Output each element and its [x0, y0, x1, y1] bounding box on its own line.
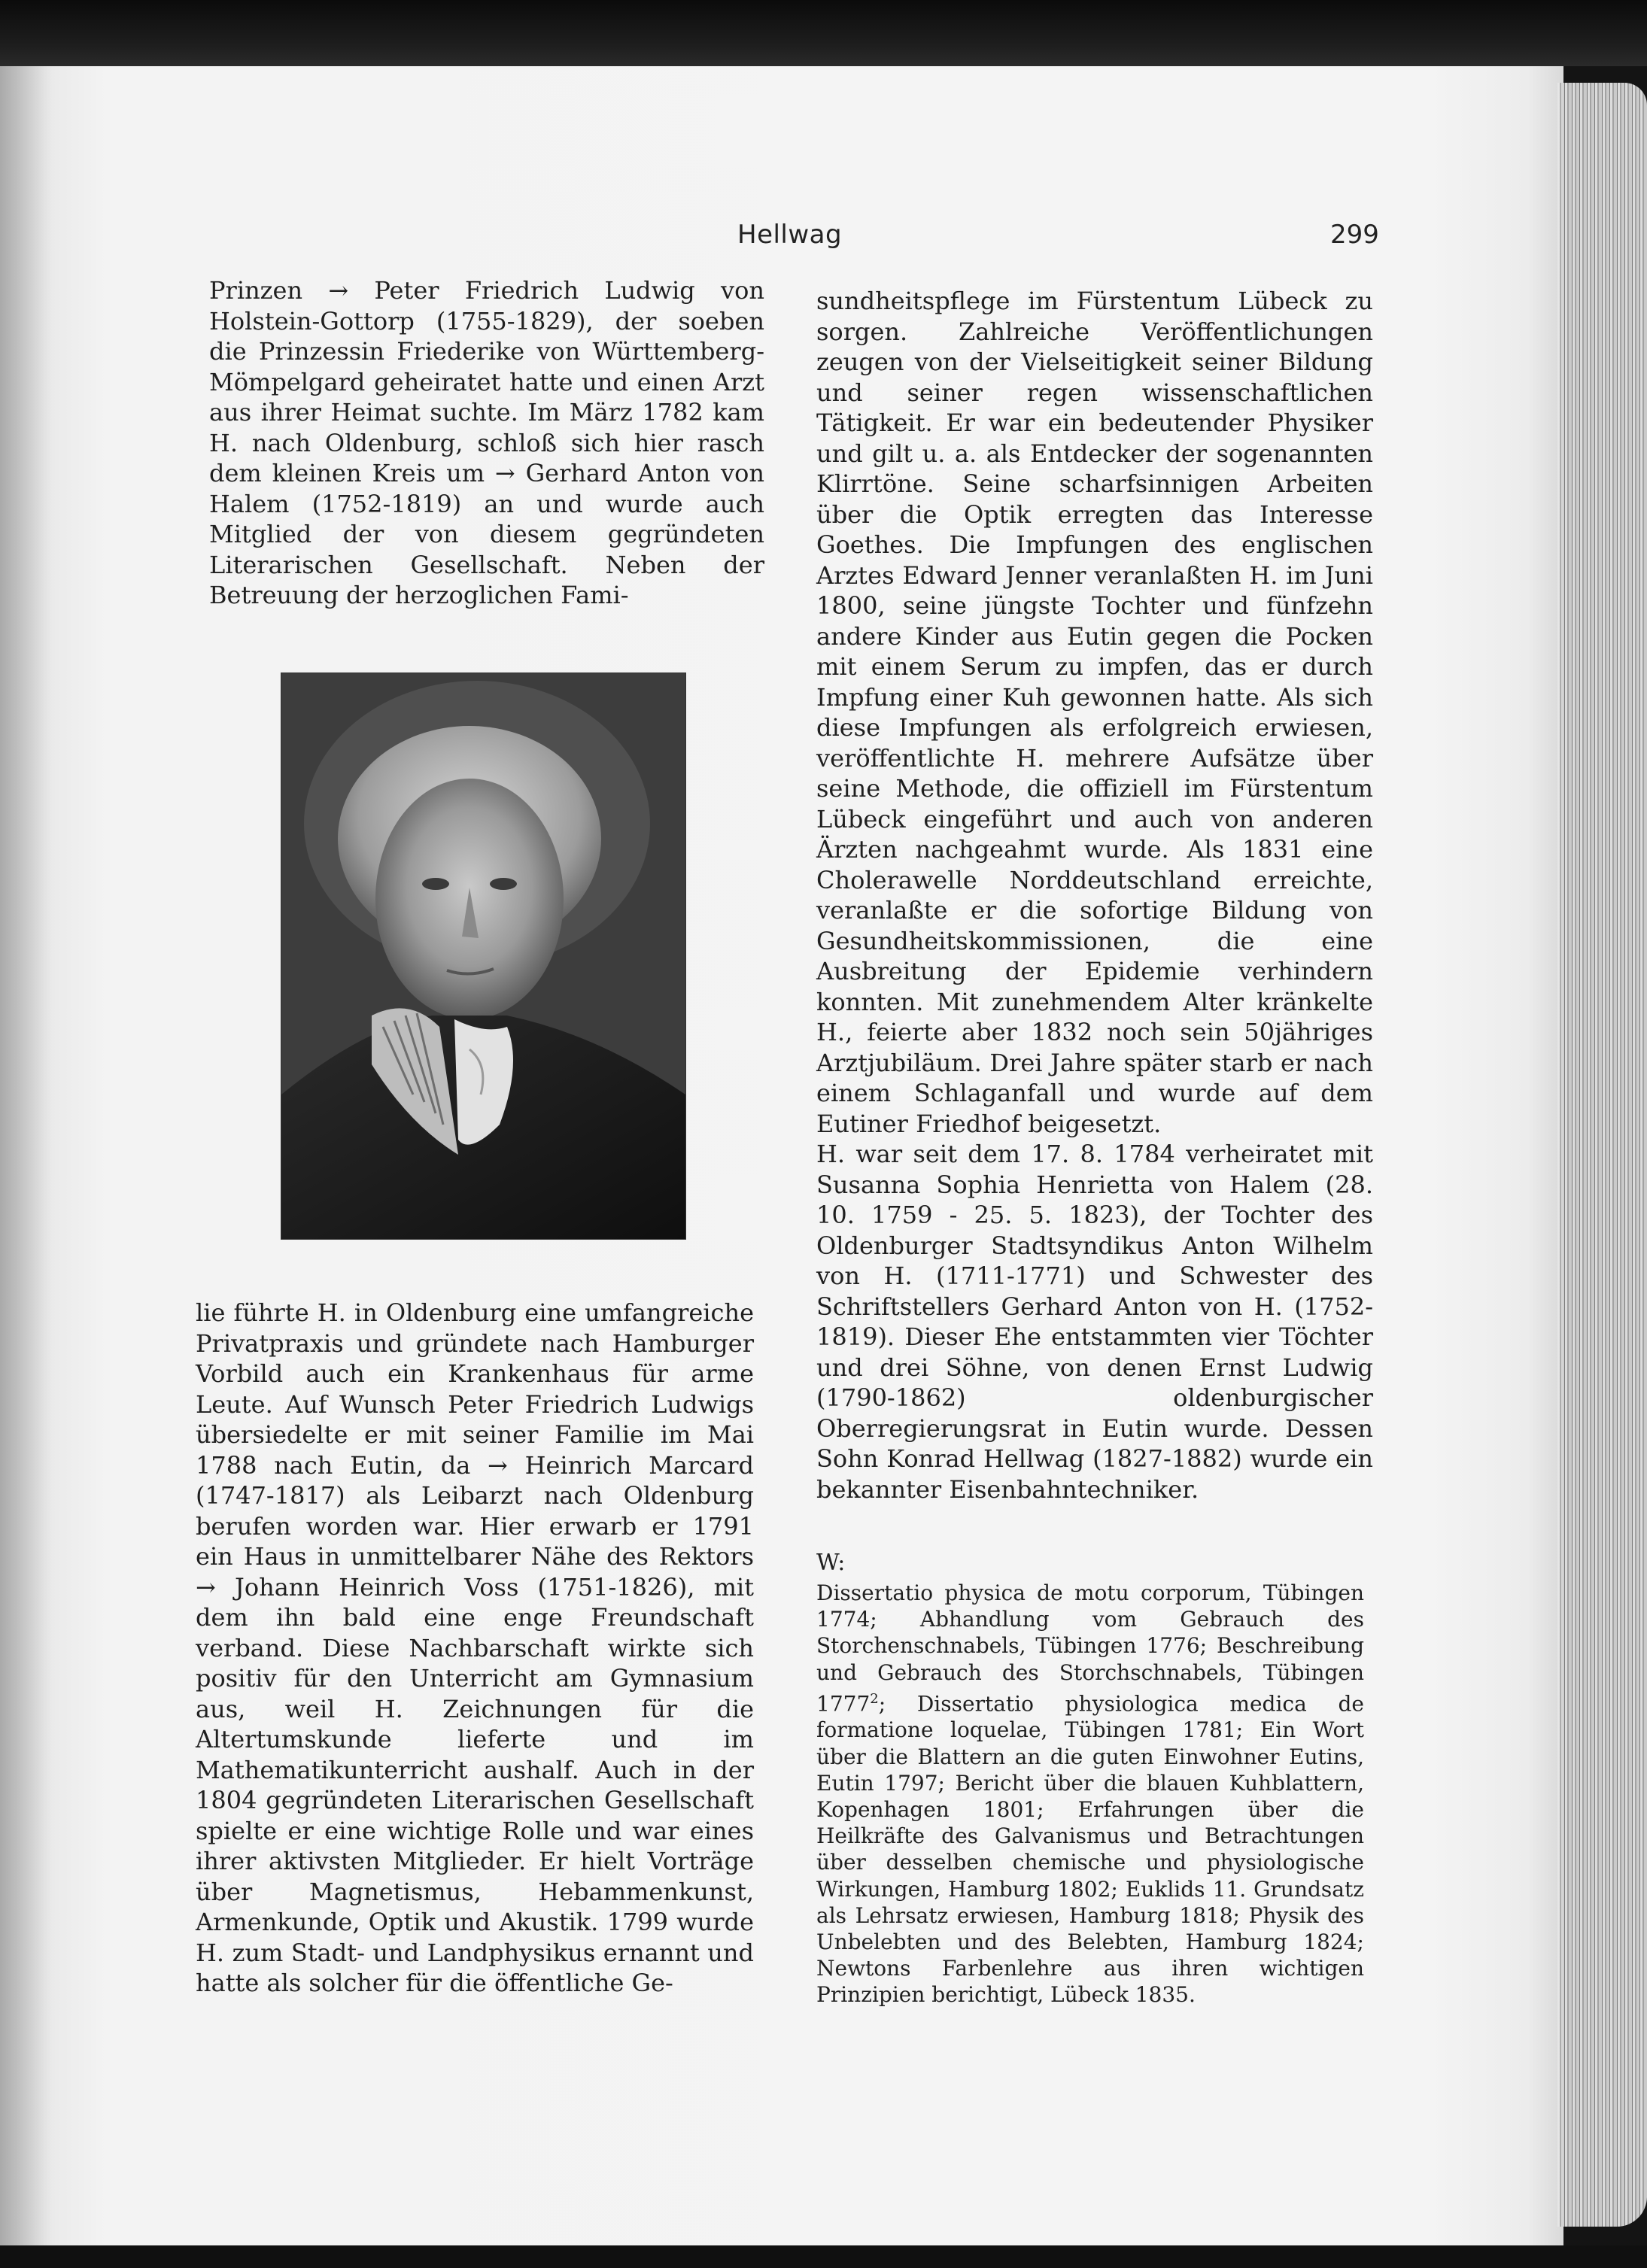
- works-text-part-1: Dissertatio physica de motu corporum, Tübingen 1774; Abhandlung vom Gebrauch des Storchenschnabels, Tübingen 1776; Beschreibung und Gebrauch des Storchschnabels, Tübingen 1777: [816, 1580, 1364, 1717]
- works-label: W:: [816, 1550, 846, 1576]
- paragraph: lie führte H. in Oldenburg eine umfangreiche Privatpraxis und gründete nach Hamburger Vorbild auch ein Krankenhaus für arme Leute. Auf Wunsch Peter Friedrich Ludwigs übersiedelte er mit seiner Familie im Mai 1788 nach Eutin, da → Heinrich Marcard (1747-1817) als Leibarzt nach Oldenburg berufen worden war. Hier erwarb er 1791 ein Haus in unmittelbarer Nähe des Rektors → Johann Heinrich Voss (1751-1826), mit dem ihn bald eine enge Freundschaft verband. Diese Nachbarschaft wirkte sich positiv für den Unterricht am Gymnasium aus, weil H. Zeichnungen für die Altertumskunde lieferte und im Mathematikunterricht aushalf. Auch in der 1804 gegründeten Literarischen Gesellschaft spielte er eine wichtige Rolle und war eines ihrer aktivsten Mitglieder. Er hielt Vorträge über Magnetismus, Hebammenkunst, Armenkunde, Optik und Akustik. 1799 wurde H. zum Stadt- und Landphysikus ernannt und hatte als solcher für die öffentliche Ge-: [196, 1298, 754, 1997]
- left-column-bottom: [196, 1298, 754, 1999]
- portrait-photo: [281, 673, 685, 1239]
- paragraph: H. war seit dem 17. 8. 1784 verheiratet mit Susanna Sophia Henrietta von Halem (28. 10. 1759 - 25. 5. 1823), der Tochter des Oldenburger Stadtsyndikus Anton Wilhelm von H. (1711-1771) und Schwester des Schriftstellers Gerhard Anton von H. (1752-1819). Dieser Ehe entstammten vier Töchter und drei Söhne, von denen Ernst Ludwig (1790-1862) oldenburgischer Oberregierungsrat in Eutin wurde. Dessen Sohn Konrad Hellwag (1827-1882) wurde ein bekannter Eisenbahntechniker.: [816, 1140, 1373, 1504]
- works-list: [816, 1580, 1364, 2008]
- scan-bottom-border: [0, 2245, 1647, 2268]
- paragraph: sundheitspflege im Fürstentum Lübeck zu sorgen. Zahlreiche Veröffentlichungen zeugen von der Vielseitigkeit seiner Bildung und seiner regen wissenschaftlichen Tätigkeit. Er war ein bedeutender Physiker und gilt u. a. als Entdecker der sogenannten Klirrtöne. Seine scharfsinnigen Arbeiten über die Optik erregten das Interesse Goethes. Die Impfungen des englischen Arztes Edward Jenner veranlaßten H. im Juni 1800, seine jüngste Tochter und fünfzehn andere Kinder aus Eutin gegen die Pocken mit einem Serum zu impfen, das er durch Impfung einer Kuh gewonnen hatte. Als sich diese Impfungen als erfolgreich erwiesen, veröffentlichte H. mehrere Aufsätze über seine Methode, die offiziell im Fürstentum Lübeck eingeführt und auch von anderen Ärzten nachgeahmt wurde. Als 1831 eine Cholerawelle Norddeutschland erreichte, veranlaßte er die sofortige Bildung von Gesundheitskommissionen, die eine Ausbreitung der Epidemie verhindern konnten. Mit zunehmendem Alter kränkelte H., feierte aber 1832 noch sein 50jähriges Arztjubiläum. Drei Jahre später starb er nach einem Schlaganfall und wurde auf dem Eutiner Friedhof beigesetzt.: [816, 287, 1373, 1138]
- page-edges: [1557, 83, 1647, 2227]
- edition-superscript: 2: [870, 1690, 879, 1707]
- paragraph: Prinzen → Peter Friedrich Ludwig von Holstein-Gottorp (1755-1829), der soeben die Prinzessin Friederike von Württemberg-Mömpelgard geheiratet hatte und einen Arzt aus ihrer Heimat suchte. Im März 1782 kam H. nach Oldenburg, schloß sich hier rasch dem kleinen Kreis um → Gerhard Anton von Halem (1752-1819) an und wurde auch Mitglied der von diesem gegründeten Literarischen Gesellschaft. Neben der Betreuung der herzoglichen Fami-: [209, 276, 764, 609]
- page-number: 299: [1330, 220, 1379, 250]
- right-column: [816, 286, 1373, 1504]
- gutter-shadow: [0, 66, 53, 2245]
- left-column-top: [209, 275, 764, 611]
- works-text-part-2: ; Dissertatio physiologica medica de formatione loquelae, Tübingen 1781; Ein Wort über die Blattern an die guten Einwohner Eutins, Eutin 1797; Bericht über die blauen Kuhblattern, Kopenhagen 1801; Erfahrungen über die Heilkräfte des Galvanismus und Betrachtungen über desselben chemische und physiologische Wirkungen, Hamburg 1802; Euklids 11. Grundsatz als Lehrsatz erwiesen, Hamburg 1818; Physik des Unbelebten und des Belebten, Hamburg 1824; Newtons Farbenlehre aus ihren wichtigen Prinzipien berichtigt, Lübeck 1835.: [816, 1691, 1364, 2008]
- scan-top-border: [0, 0, 1647, 66]
- running-head: Hellwag: [737, 220, 843, 250]
- portrait-illustration-icon: [281, 673, 685, 1239]
